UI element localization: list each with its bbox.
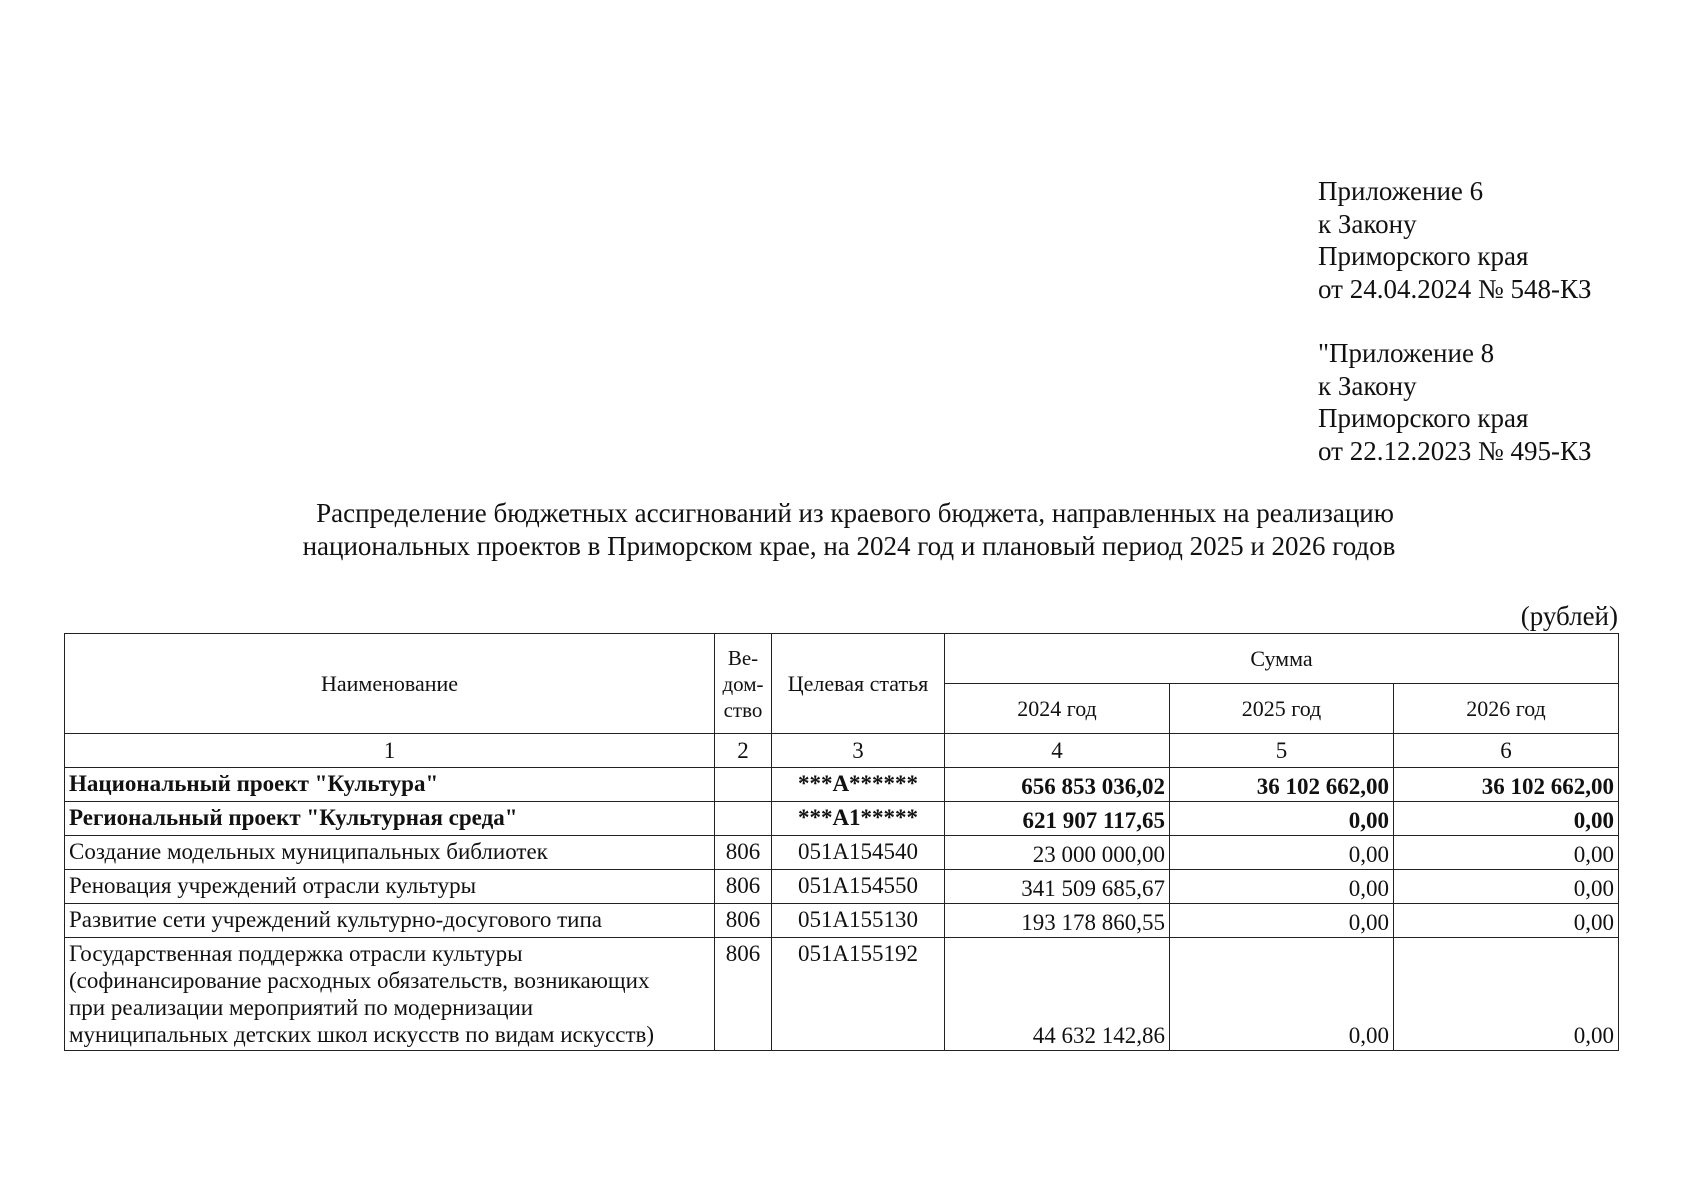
table-row: [65, 768, 1619, 802]
row-name: Развитие сети учреждений культурно-досугового типа: [65, 904, 715, 938]
row-amount-2026: 0,00: [1394, 904, 1619, 938]
row-department: 806: [715, 938, 772, 1051]
header-target-article: Целевая статья: [772, 634, 945, 734]
row-name: Создание модельных муниципальных библиотек: [65, 836, 715, 870]
row-amount-2026: 0,00: [1394, 870, 1619, 904]
row-target-article: 051А154550: [772, 870, 945, 904]
document-title: [0, 497, 1698, 563]
row-target-article: 051А154540: [772, 836, 945, 870]
appendix-8-line: к Закону: [1318, 370, 1417, 401]
table-header-row: [65, 634, 1619, 684]
row-amount-2026: 0,00: [1394, 836, 1619, 870]
header-department-line: дом-: [722, 671, 764, 696]
row-amount-2025: 0,00: [1170, 802, 1394, 836]
table-row: [65, 870, 1619, 904]
header-name: Наименование: [65, 634, 715, 734]
appendix-8-line: "Приложение 8: [1318, 338, 1495, 368]
row-name-line: при реализации мероприятий по модернизации: [69, 995, 534, 1020]
column-number: 3: [772, 734, 945, 768]
row-amount-2024: 621 907 117,65: [945, 802, 1170, 836]
row-amount-2024: 23 000 000,00: [945, 836, 1170, 870]
row-amount-2026: 0,00: [1394, 938, 1619, 1051]
table-row: [65, 802, 1619, 836]
row-amount-2025: 0,00: [1170, 836, 1394, 870]
row-name: Региональный проект "Культурная среда": [65, 802, 715, 836]
appendix-6-line: Приложение 6: [1318, 176, 1484, 206]
row-amount-2024: 44 632 142,86: [945, 938, 1170, 1051]
row-target-article: ***А1*****: [772, 802, 945, 836]
row-name-line: муниципальных детских школ искусств по видам искусств): [69, 1022, 655, 1047]
row-amount-2024: 656 853 036,02: [945, 768, 1170, 802]
row-name: Реновация учреждений отрасли культуры: [65, 870, 715, 904]
document-title-line: Распределение бюджетных ассигнований из краевого бюджета, направленных на реализацию: [316, 498, 1394, 528]
row-amount-2026: 0,00: [1394, 802, 1619, 836]
appendix-6-line: от 24.04.2024 № 548-КЗ: [1318, 273, 1592, 304]
appendix-6-line: к Закону: [1318, 208, 1417, 239]
appendix-8-reference: [1318, 337, 1591, 467]
table-row: [65, 938, 1619, 1051]
header-year-2024: 2024 год: [945, 684, 1170, 734]
header-department-line: ство: [723, 697, 763, 722]
row-department: 806: [715, 870, 772, 904]
appendix-8-line: от 22.12.2023 № 495-КЗ: [1318, 435, 1592, 466]
table-row: [65, 904, 1619, 938]
row-amount-2025: 0,00: [1170, 938, 1394, 1051]
row-target-article: ***А******: [772, 768, 945, 802]
header-year-2026: 2026 год: [1394, 684, 1619, 734]
header-department: [715, 634, 772, 734]
row-department: [715, 802, 772, 836]
appendix-6-line: Приморского края: [1318, 241, 1529, 271]
row-amount-2026: 36 102 662,00: [1394, 768, 1619, 802]
document-title-line: национальных проектов в Приморском крае, на 2024 год и плановый период 2025 и 2026 годов: [302, 531, 1396, 561]
row-name-line: Государственная поддержка отрасли культуры: [69, 941, 523, 966]
column-number: 5: [1170, 734, 1394, 768]
row-target-article: 051А155192: [772, 938, 945, 1051]
appendix-8-line: Приморского края: [1318, 403, 1529, 433]
table-row: [65, 836, 1619, 870]
column-number: 6: [1394, 734, 1619, 768]
row-department: 806: [715, 836, 772, 870]
column-number: 4: [945, 734, 1170, 768]
row-name: Национальный проект "Культура": [65, 768, 715, 802]
row-amount-2024: 193 178 860,55: [945, 904, 1170, 938]
units-label: (рублей): [1520, 601, 1618, 631]
row-amount-2025: 0,00: [1170, 904, 1394, 938]
row-name-line: (софинансирование расходных обязательств, возникающих: [69, 968, 650, 993]
row-department: [715, 768, 772, 802]
row-name: [65, 938, 715, 1051]
header-department-line: Ве-: [727, 645, 759, 670]
header-sum: Сумма: [945, 634, 1619, 684]
row-target-article: 051А155130: [772, 904, 945, 938]
column-number-row: [65, 734, 1619, 768]
row-amount-2024: 341 509 685,67: [945, 870, 1170, 904]
budget-allocation-table: [64, 633, 1619, 1051]
row-amount-2025: 0,00: [1170, 870, 1394, 904]
column-number: 2: [715, 734, 772, 768]
row-amount-2025: 36 102 662,00: [1170, 768, 1394, 802]
column-number: 1: [65, 734, 715, 768]
appendix-6-reference: [1318, 175, 1591, 305]
header-year-2025: 2025 год: [1170, 684, 1394, 734]
row-department: 806: [715, 904, 772, 938]
